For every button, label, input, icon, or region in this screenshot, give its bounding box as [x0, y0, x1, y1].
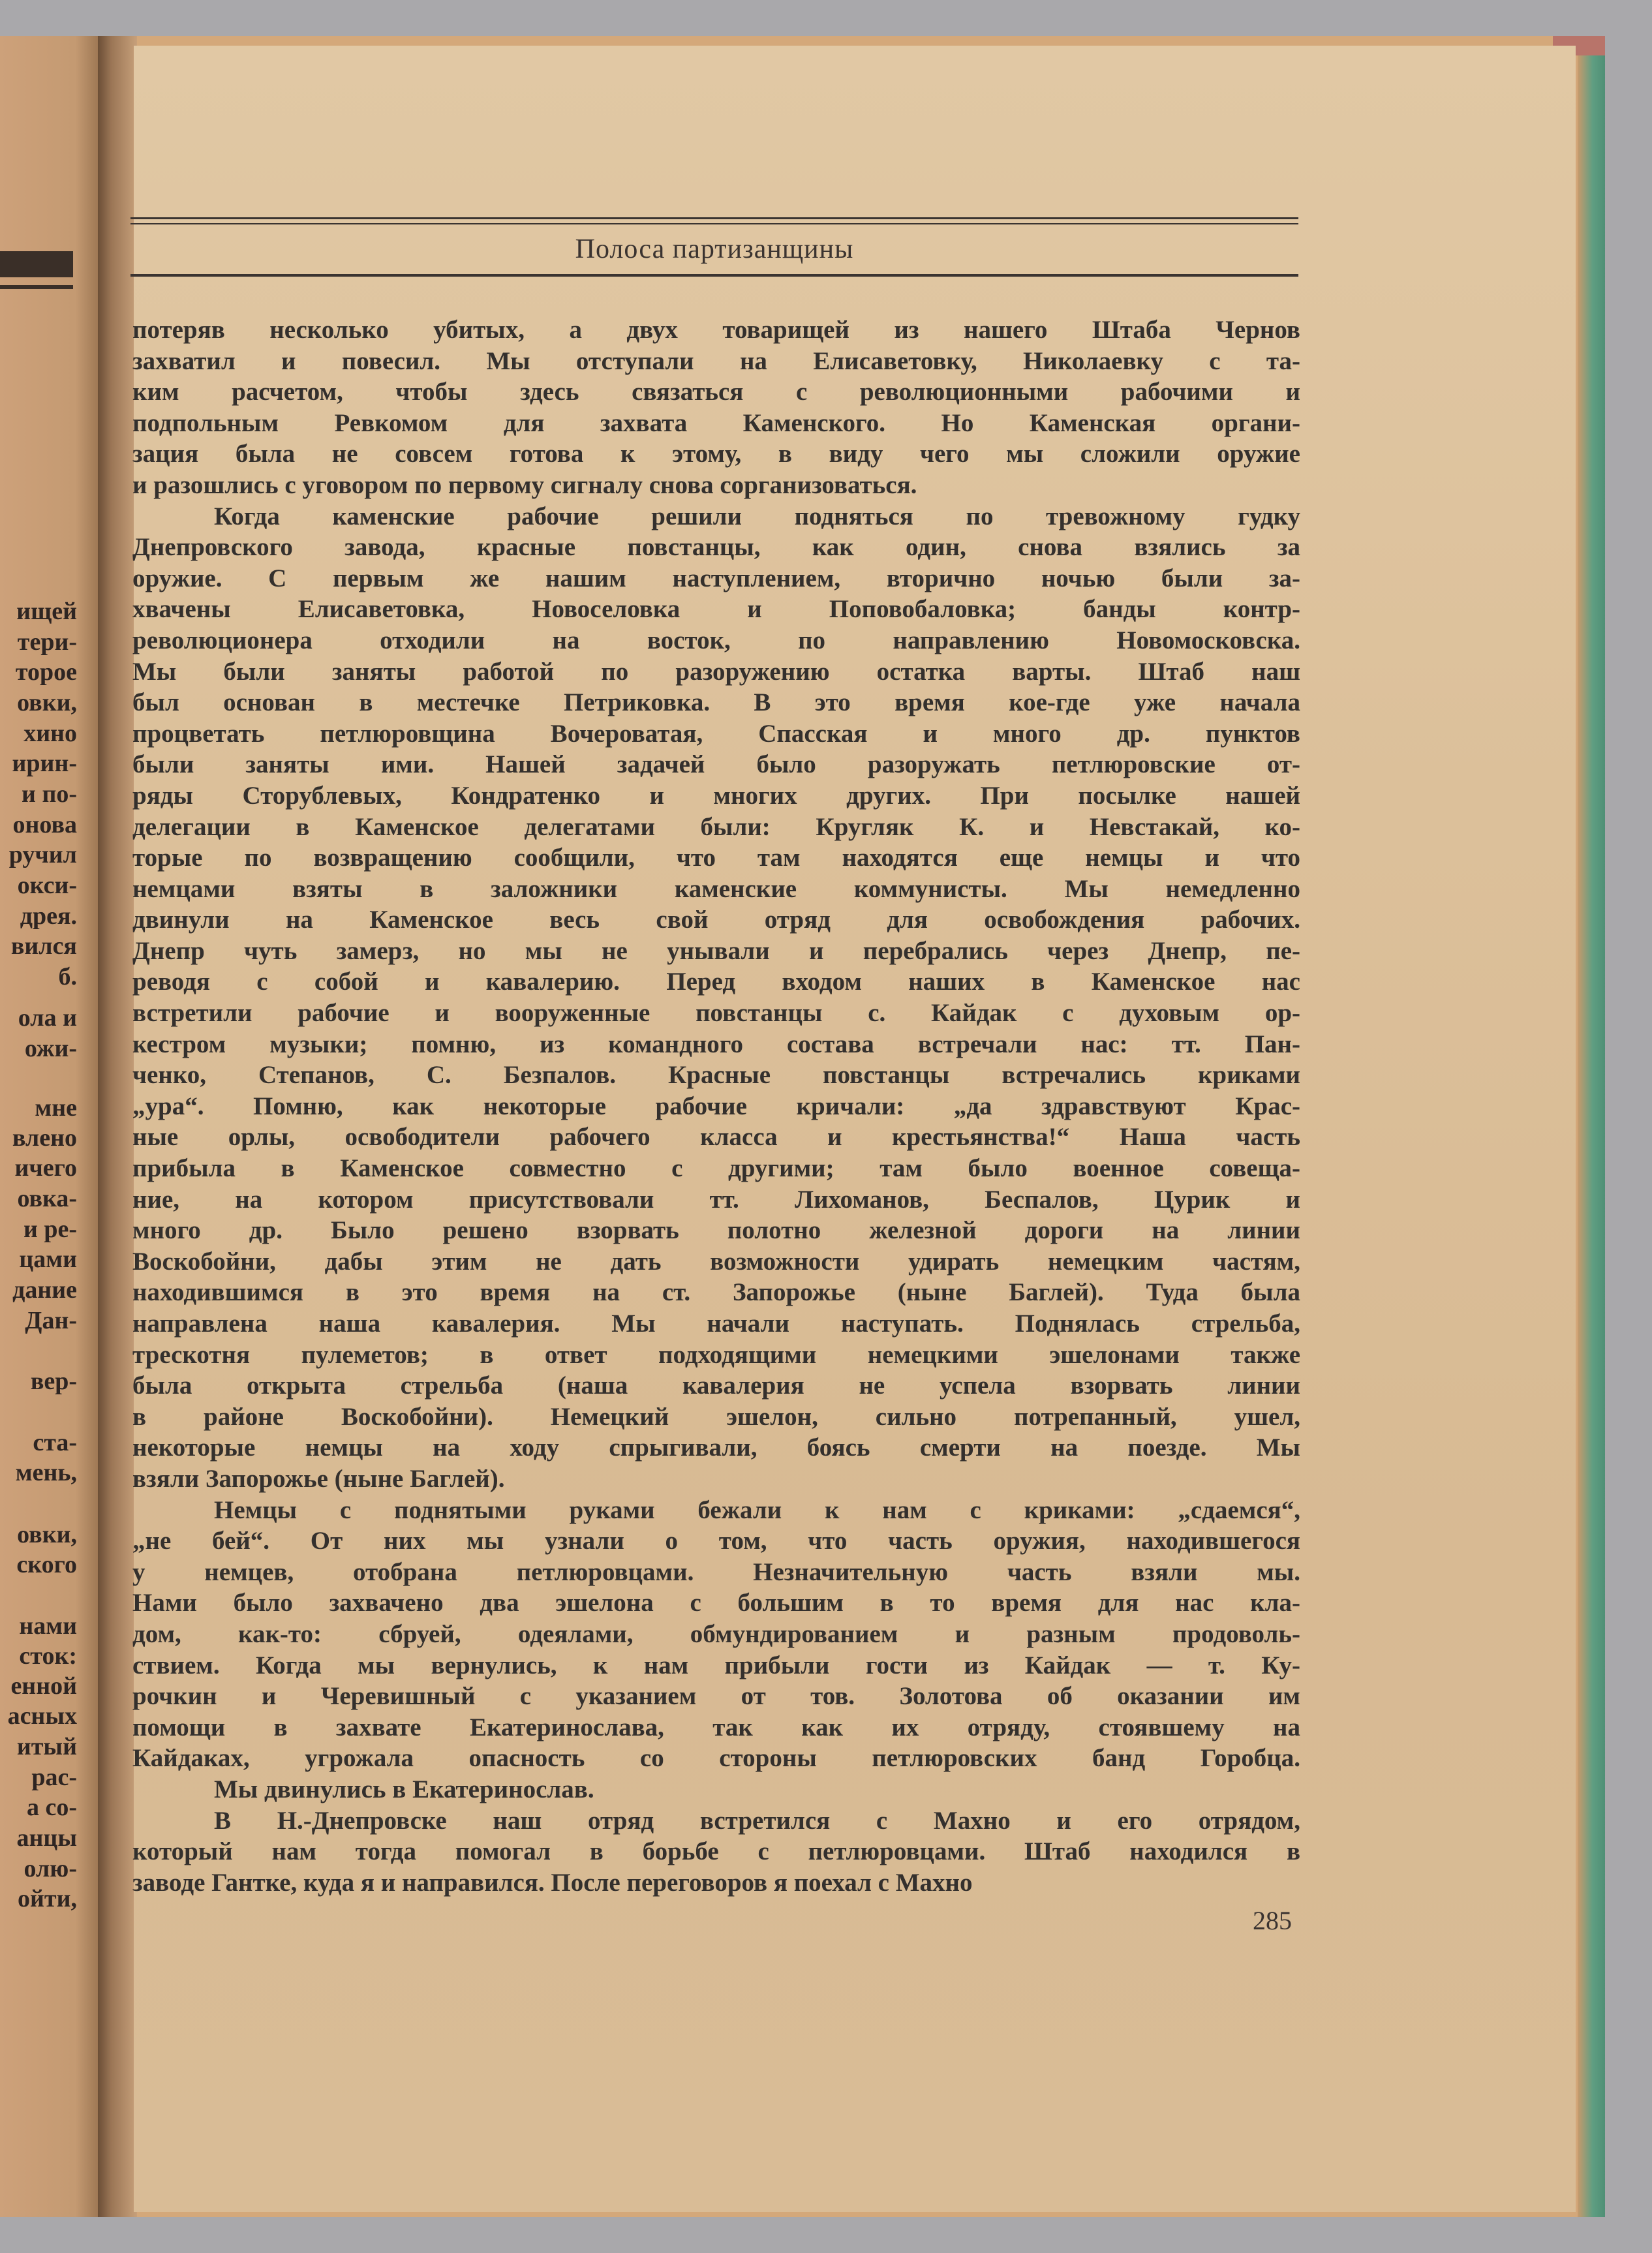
left-page-fragment: и ре-	[23, 1216, 77, 1243]
text-line: рочкин и Черевишный с указанием от тов. Золотова об оказании им	[132, 1682, 1300, 1711]
left-page-fragment: а со-	[26, 1794, 77, 1821]
text-line: ряды Сторублевых, Кондратенко и многих других. При посылке нашей	[132, 781, 1300, 810]
left-page-fragment: ищей	[16, 598, 77, 625]
left-page-fragment: ола и	[18, 1004, 77, 1032]
text-line: была открыта стрельба (наша кавалерия не успела взорвать линии	[132, 1372, 1300, 1400]
text-line: торые по возвращению сообщили, что там находятся еще немцы и что	[132, 844, 1300, 872]
left-page-fragment: цами	[19, 1246, 77, 1273]
left-page-fragment: окси-	[17, 872, 77, 899]
text-line: который нам тогда помогал в борьбе с петлюровцами. Штаб находился в	[132, 1837, 1300, 1866]
text-line: кестром музыки; помню, из командного состава встречали нас: тт. Пан-	[132, 1030, 1300, 1058]
left-page-fragment: вился	[10, 932, 77, 960]
left-page-fragment: ичего	[14, 1154, 77, 1182]
text-line: оружие. С первым же нашим наступлением, вторично ночью были за-	[132, 564, 1300, 592]
body-text	[132, 314, 1300, 1898]
left-page-fragment: и по-	[22, 780, 77, 808]
text-line: направлена наша кавалерия. Мы начали наступать. Поднялась стрельба,	[132, 1310, 1300, 1338]
text-line: Днепр чуть замерз, но мы не унывали и перебрались через Днепр, пе-	[132, 936, 1300, 965]
text-line: помощи в захвате Екатеринослава, так как их отряду, стоявшему на	[132, 1713, 1300, 1741]
left-page-fragment: овки,	[17, 689, 77, 716]
left-page-header-bar	[0, 251, 73, 277]
text-line: Немцы с поднятыми руками бежали к нам с криками: „сдаемся“,	[214, 1495, 1300, 1524]
text-line: ким расчетом, чтобы здесь связаться с революционными рабочими и	[132, 378, 1300, 406]
left-page-fragment: овки,	[17, 1521, 77, 1548]
text-line: зация была не совсем готова к этому, в виду чего мы сложили оружие	[132, 440, 1300, 468]
left-page-fragment: б.	[58, 963, 77, 990]
left-page-fragment: анцы	[16, 1824, 77, 1852]
left-page-fragment: асных	[7, 1702, 77, 1730]
text-line: заводе Гантке, куда я и направился. После переговоров я поехал с Махно	[132, 1868, 973, 1897]
text-line: В Н.-Днепровске наш отряд встретился с Махно и его отрядом,	[214, 1806, 1300, 1835]
left-page-fragment: онова	[12, 811, 77, 838]
left-page-fragment: мне	[35, 1094, 77, 1122]
left-page-header-rule	[0, 285, 73, 289]
left-page-fragment: ирин-	[12, 750, 77, 777]
left-page-fragment: нами	[19, 1612, 77, 1640]
text-line: ные орлы, освободители рабочего класса и крестьянства!“ Наша часть	[132, 1123, 1300, 1152]
left-page-fragment: ожи-	[24, 1035, 77, 1062]
left-page-fragment: ручил	[8, 841, 77, 868]
left-page-fragment: влено	[12, 1124, 77, 1152]
text-line: в районе Воскобойни). Немецкий эшелон, сильно потрепанный, ушел,	[132, 1402, 1300, 1431]
left-page-fragment: тери-	[17, 628, 77, 656]
text-line: прибыла в Каменское совместно с другими; там было военное совеща-	[132, 1154, 1300, 1183]
text-line: много др. Было решено взорвать полотно железной дороги на линии	[132, 1216, 1300, 1245]
left-page-fragment: овка-	[17, 1185, 77, 1212]
text-line: делегации в Каменское делегатами были: Кругляк К. и Невстакай, ко-	[132, 812, 1300, 841]
left-page-fragment: ойти,	[18, 1885, 77, 1912]
left-page-fragment: итый	[16, 1733, 77, 1760]
text-line: потеряв несколько убитых, а двух товарищей из нашего Штаба Чернов	[132, 316, 1300, 344]
left-page-fragment: вер-	[30, 1368, 77, 1395]
text-line: и разошлись с уговором по первому сигналу снова сорганизоваться.	[132, 470, 917, 499]
running-head: Полоса партизанщины	[575, 234, 854, 264]
text-line: Когда каменские рабочие решили подняться по тревожному гудку	[214, 502, 1300, 530]
book-gutter	[98, 36, 137, 2217]
text-line: у немцев, отобрана петлюровцами. Незначительную часть взяли мы.	[132, 1557, 1300, 1586]
text-line: процветать петлюровщина Вочероватая, Спасская и много др. пунктов	[132, 719, 1300, 748]
text-line: двинули на Каменское весь свой отряд для освобождения рабочих.	[132, 906, 1300, 934]
header-rule-top-thin	[130, 223, 1298, 224]
left-page-fragment: мень,	[15, 1459, 77, 1486]
text-line: находившимся в это время на ст. Запорожье (ныне Баглей). Туда была	[132, 1278, 1300, 1307]
text-line: реводя с собой и кавалерию. Перед входом наших в Каменское нас	[132, 968, 1300, 996]
left-page-fragment: Дан-	[25, 1307, 77, 1334]
text-line: „ура“. Помню, как некоторые рабочие кричали: „да здравствуют Крас-	[132, 1092, 1300, 1120]
text-line: ствием. Когда мы вернулись, к нам прибыли гости из Кайдак — т. Ку-	[132, 1651, 1300, 1679]
text-line: ние, на котором присутствовали тт. Лихоманов, Беспалов, Цурик и	[132, 1185, 1300, 1214]
text-line: дом, как-то: сбруей, одеялами, обмундированием и разным продоволь-	[132, 1619, 1300, 1648]
text-line: взяли Запорожье (ныне Баглей).	[132, 1464, 505, 1493]
left-page	[0, 36, 108, 2217]
text-line: были заняты ими. Нашей задачей было разоружать петлюровские от-	[132, 750, 1300, 779]
text-line: подпольным Ревкомом для захвата Каменского. Но Каменская органи-	[132, 408, 1300, 437]
left-page-fragment: рас-	[31, 1764, 77, 1791]
page-number: 285	[1253, 1906, 1292, 1935]
left-page-fragment: олю-	[23, 1855, 77, 1882]
left-page-fragment: дрея.	[20, 902, 77, 930]
text-line: Мы были заняты работой по разоружению остатка варты. Штаб наш	[132, 657, 1300, 686]
next-page-edge	[1578, 36, 1605, 2217]
text-line: был основан в местечке Петриковка. В это время кое-где уже начала	[132, 688, 1300, 717]
header-rule-top	[130, 217, 1298, 219]
text-line: Воскобойни, дабы этим не дать возможности удирать немецким частям,	[132, 1247, 1300, 1276]
text-line: „не бей“. От них мы узнали о том, что часть оружия, находившегося	[132, 1527, 1300, 1556]
text-line: трескотня пулеметов; в ответ подходящими немецкими эшелонами также	[132, 1340, 1300, 1369]
left-page-fragment: сток:	[19, 1642, 77, 1670]
text-line: хвачены Елисаветовка, Новоселовка и Поповобаловка; банды контр-	[132, 595, 1300, 624]
left-page-fragment: ского	[16, 1551, 77, 1578]
text-line: встретили рабочие и вооруженные повстанцы с. Кайдак с духовым ор-	[132, 999, 1300, 1028]
text-line: Днепровского завода, красные повстанцы, как один, снова взялись за	[132, 533, 1300, 562]
left-page-fragment: ста-	[33, 1429, 77, 1456]
text-line: захватил и повесил. Мы отступали на Елисаветовку, Николаевку с та-	[132, 346, 1300, 375]
text-line: революционера отходили на восток, по направлению Новомосковска.	[132, 626, 1300, 654]
text-line: некоторые немцы на ходу спрыгивали, боясь смерти на поезде. Мы	[132, 1433, 1300, 1462]
left-page-fragment: торое	[15, 658, 77, 686]
left-page-fragment: дание	[12, 1276, 77, 1304]
text-line: Кайдаках, угрожала опасность со стороны петлюровских банд Горобца.	[132, 1744, 1300, 1773]
text-line: Мы двинулись в Екатеринослав.	[214, 1775, 594, 1803]
header-rule-bottom	[130, 274, 1298, 277]
text-line: ченко, Степанов, С. Безпалов. Красные повстанцы встречались криками	[132, 1061, 1300, 1090]
left-page-fragment: енной	[10, 1672, 77, 1700]
text-line: немцами взяты в заложники каменские коммунисты. Мы немедленно	[132, 874, 1300, 903]
text-line: Нами было захвачено два эшелона с большим в то время для нас кла-	[132, 1589, 1300, 1617]
left-page-fragment: хино	[23, 720, 77, 747]
